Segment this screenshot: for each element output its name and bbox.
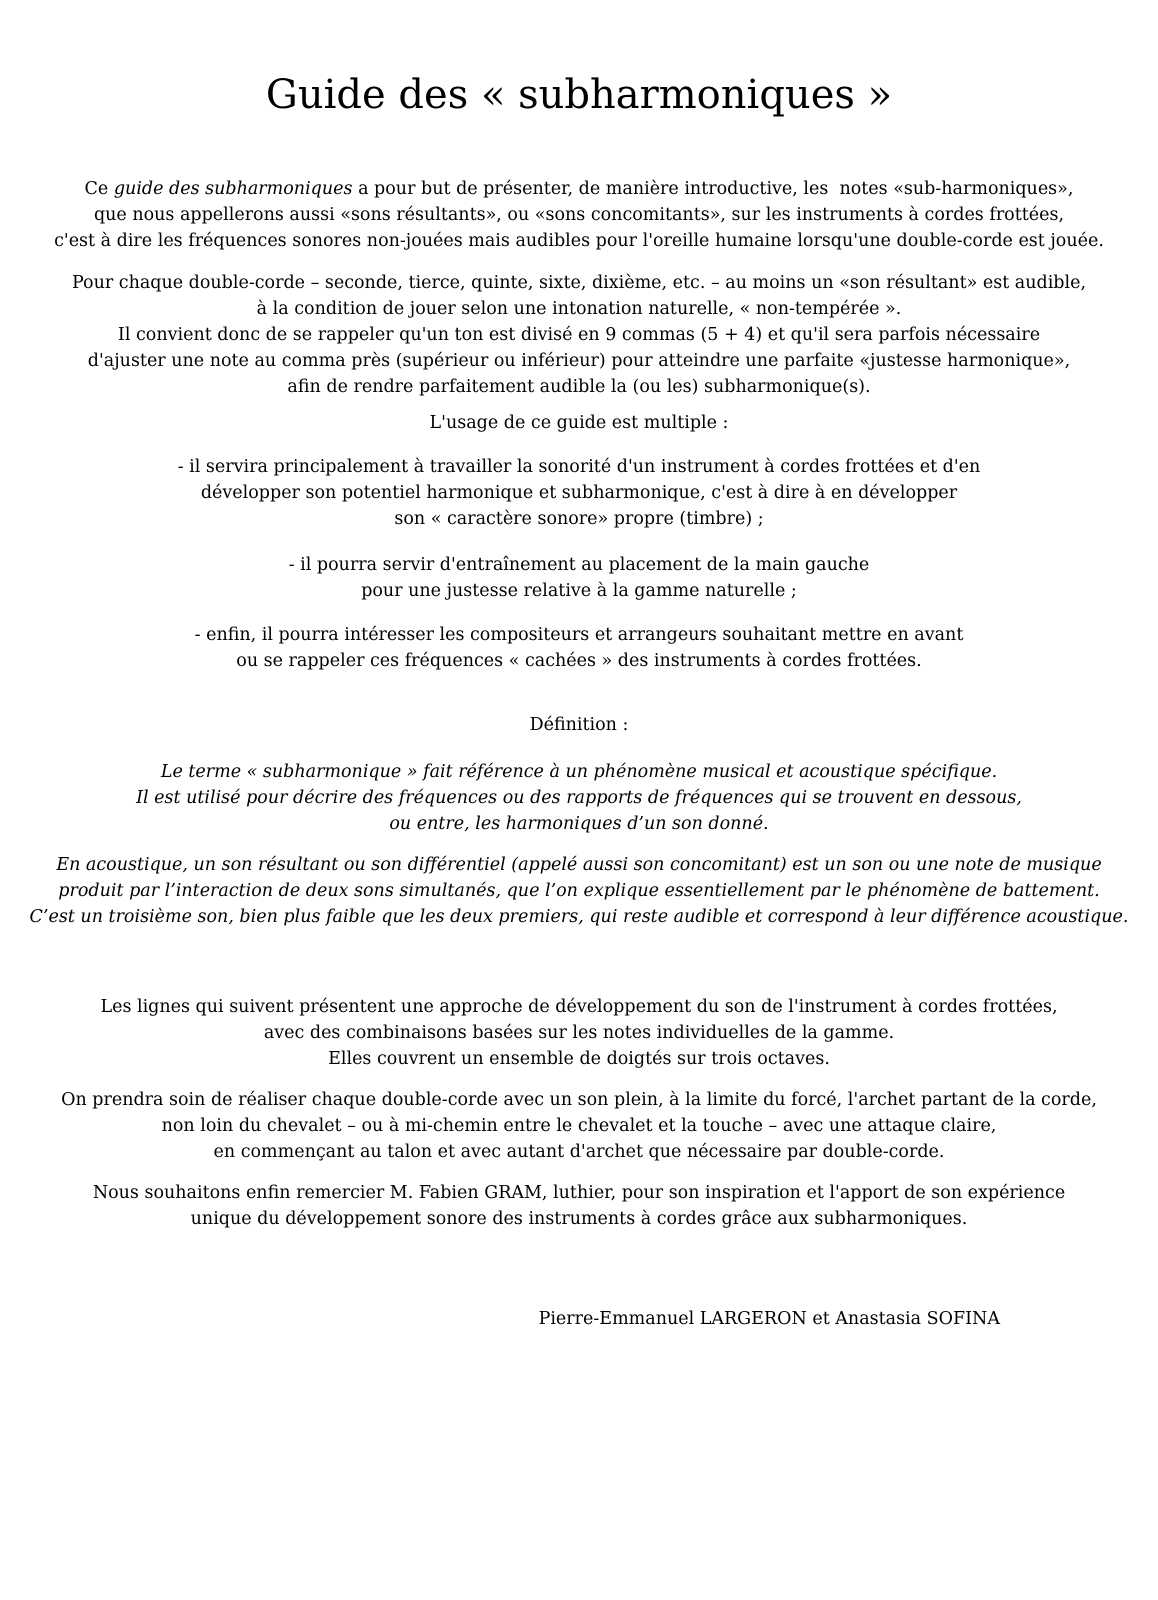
text-line: L'usage de ce guide est multiple : xyxy=(429,413,729,433)
text-line: pour une justesse relative à la gamme naturelle ; xyxy=(361,581,797,601)
text-line: Il est utilisé pour décrire des fréquences ou des rapports de fréquences qui se trouvent en dessous, xyxy=(136,788,1022,808)
text-line: Le terme « subharmonique » fait référence à un phénomène musical et acoustique spécifique. xyxy=(160,762,998,782)
text-line xyxy=(0,176,1158,202)
paragraph-execution xyxy=(0,1087,1158,1165)
paragraph-usage-item-2 xyxy=(0,552,1158,604)
text-line: ou entre, les harmoniques d’un son donné. xyxy=(389,814,769,834)
intro-rest-run: a pour but de présenter, de manière introductive, les notes «sub-harmoniques», xyxy=(352,179,1074,199)
text-line: développer son potentiel harmonique et subharmonique, c'est à dire à en développer xyxy=(200,483,958,503)
text-line: son « caractère sonore» propre (timbre) ; xyxy=(394,509,764,529)
text-line: - il pourra servir d'entraînement au placement de la main gauche xyxy=(288,555,870,575)
paragraph-intro xyxy=(0,176,1158,254)
paragraph-approche xyxy=(0,994,1158,1072)
text-line: unique du développement sonore des instruments à cordes grâce aux subharmoniques. xyxy=(190,1209,968,1229)
text-line: afin de rendre parfaitement audible la (ou les) subharmonique(s). xyxy=(287,377,871,397)
text-line: que nous appellerons aussi «sons résultants», ou «sons concomitants», sur les instruments à cordes frottées, xyxy=(93,205,1065,225)
paragraph-usage-item-3 xyxy=(0,622,1158,674)
paragraph-usage-heading xyxy=(0,410,1158,436)
text-line: produit par l’interaction de deux sons simultanés, que l’on explique essentiellement par le phénomène de battement. xyxy=(58,881,1100,901)
paragraph-definition-heading xyxy=(0,712,1158,738)
page-title: Guide des « subharmoniques » xyxy=(265,72,893,118)
text-line: avec des combinaisons basées sur les notes individuelles de la gamme. xyxy=(263,1023,895,1043)
text-line: d'ajuster une note au comma près (supérieur ou inférieur) pour atteindre une parfaite «justesse harmonique», xyxy=(87,351,1071,371)
paragraph-remerciements xyxy=(0,1180,1158,1232)
text-line: Pour chaque double-corde – seconde, tierce, quinte, sixte, dixième, etc. – au moins un «son résultant» est audible, xyxy=(71,273,1087,293)
paragraph-intonation xyxy=(0,270,1158,400)
text-line: en commençant au talon et avec autant d'archet que nécessaire par double-corde. xyxy=(213,1142,945,1162)
text-line: Définition : xyxy=(529,715,629,735)
text-line: Les lignes qui suivent présentent une approche de développement du son de l'instrument à cordes frottées, xyxy=(100,997,1058,1017)
text-line: Nous souhaitons enfin remercier M. Fabien GRAM, luthier, pour son inspiration et l'apport de son expérience xyxy=(92,1183,1066,1203)
paragraph-definition-terme xyxy=(0,759,1158,837)
text-line: ou se rappeler ces fréquences « cachées » des instruments à cordes frottées. xyxy=(236,651,922,671)
paragraph-usage-item-1 xyxy=(0,454,1158,532)
text-line: non loin du chevalet – ou à mi-chemin entre le chevalet et la touche – avec une attaque claire, xyxy=(161,1116,997,1136)
authors-signature: Pierre-Emmanuel LARGERON et Anastasia SOFINA xyxy=(538,1309,1000,1329)
text-line: - enfin, il pourra intéresser les compositeurs et arrangeurs souhaitant mettre en avant xyxy=(194,625,964,645)
text-line: Il convient donc de se rappeler qu'un ton est divisé en 9 commas (5 + 4) et qu'il sera parfois nécessaire xyxy=(117,325,1041,345)
text-line: Elles couvrent un ensemble de doigtés sur trois octaves. xyxy=(328,1049,830,1069)
paragraph-definition-acoustique xyxy=(0,852,1158,930)
text-line: C’est un troisième son, bien plus faible que les deux premiers, qui reste audible et correspond à leur différence acoustique. xyxy=(29,907,1129,927)
text-line: c'est à dire les fréquences sonores non-jouées mais audibles pour l'oreille humaine lorsqu'une double-corde est jouée. xyxy=(54,231,1104,251)
text-line: On prendra soin de réaliser chaque double-corde avec un son plein, à la limite du forcé, l'archet partant de la corde, xyxy=(61,1090,1097,1110)
intro-italic-run: guide des subharmoniques xyxy=(113,179,353,199)
text-line: - il servira principalement à travailler la sonorité d'un instrument à cordes frottées et d'en xyxy=(177,457,981,477)
intro-extra-lines xyxy=(0,202,1158,254)
intro-prefix: Ce xyxy=(84,179,114,199)
text-line: à la condition de jouer selon une intonation naturelle, « non-tempérée ». xyxy=(256,299,902,319)
text-line: En acoustique, un son résultant ou son différentiel (appelé aussi son concomitant) est un son ou une note de musique xyxy=(56,855,1102,875)
